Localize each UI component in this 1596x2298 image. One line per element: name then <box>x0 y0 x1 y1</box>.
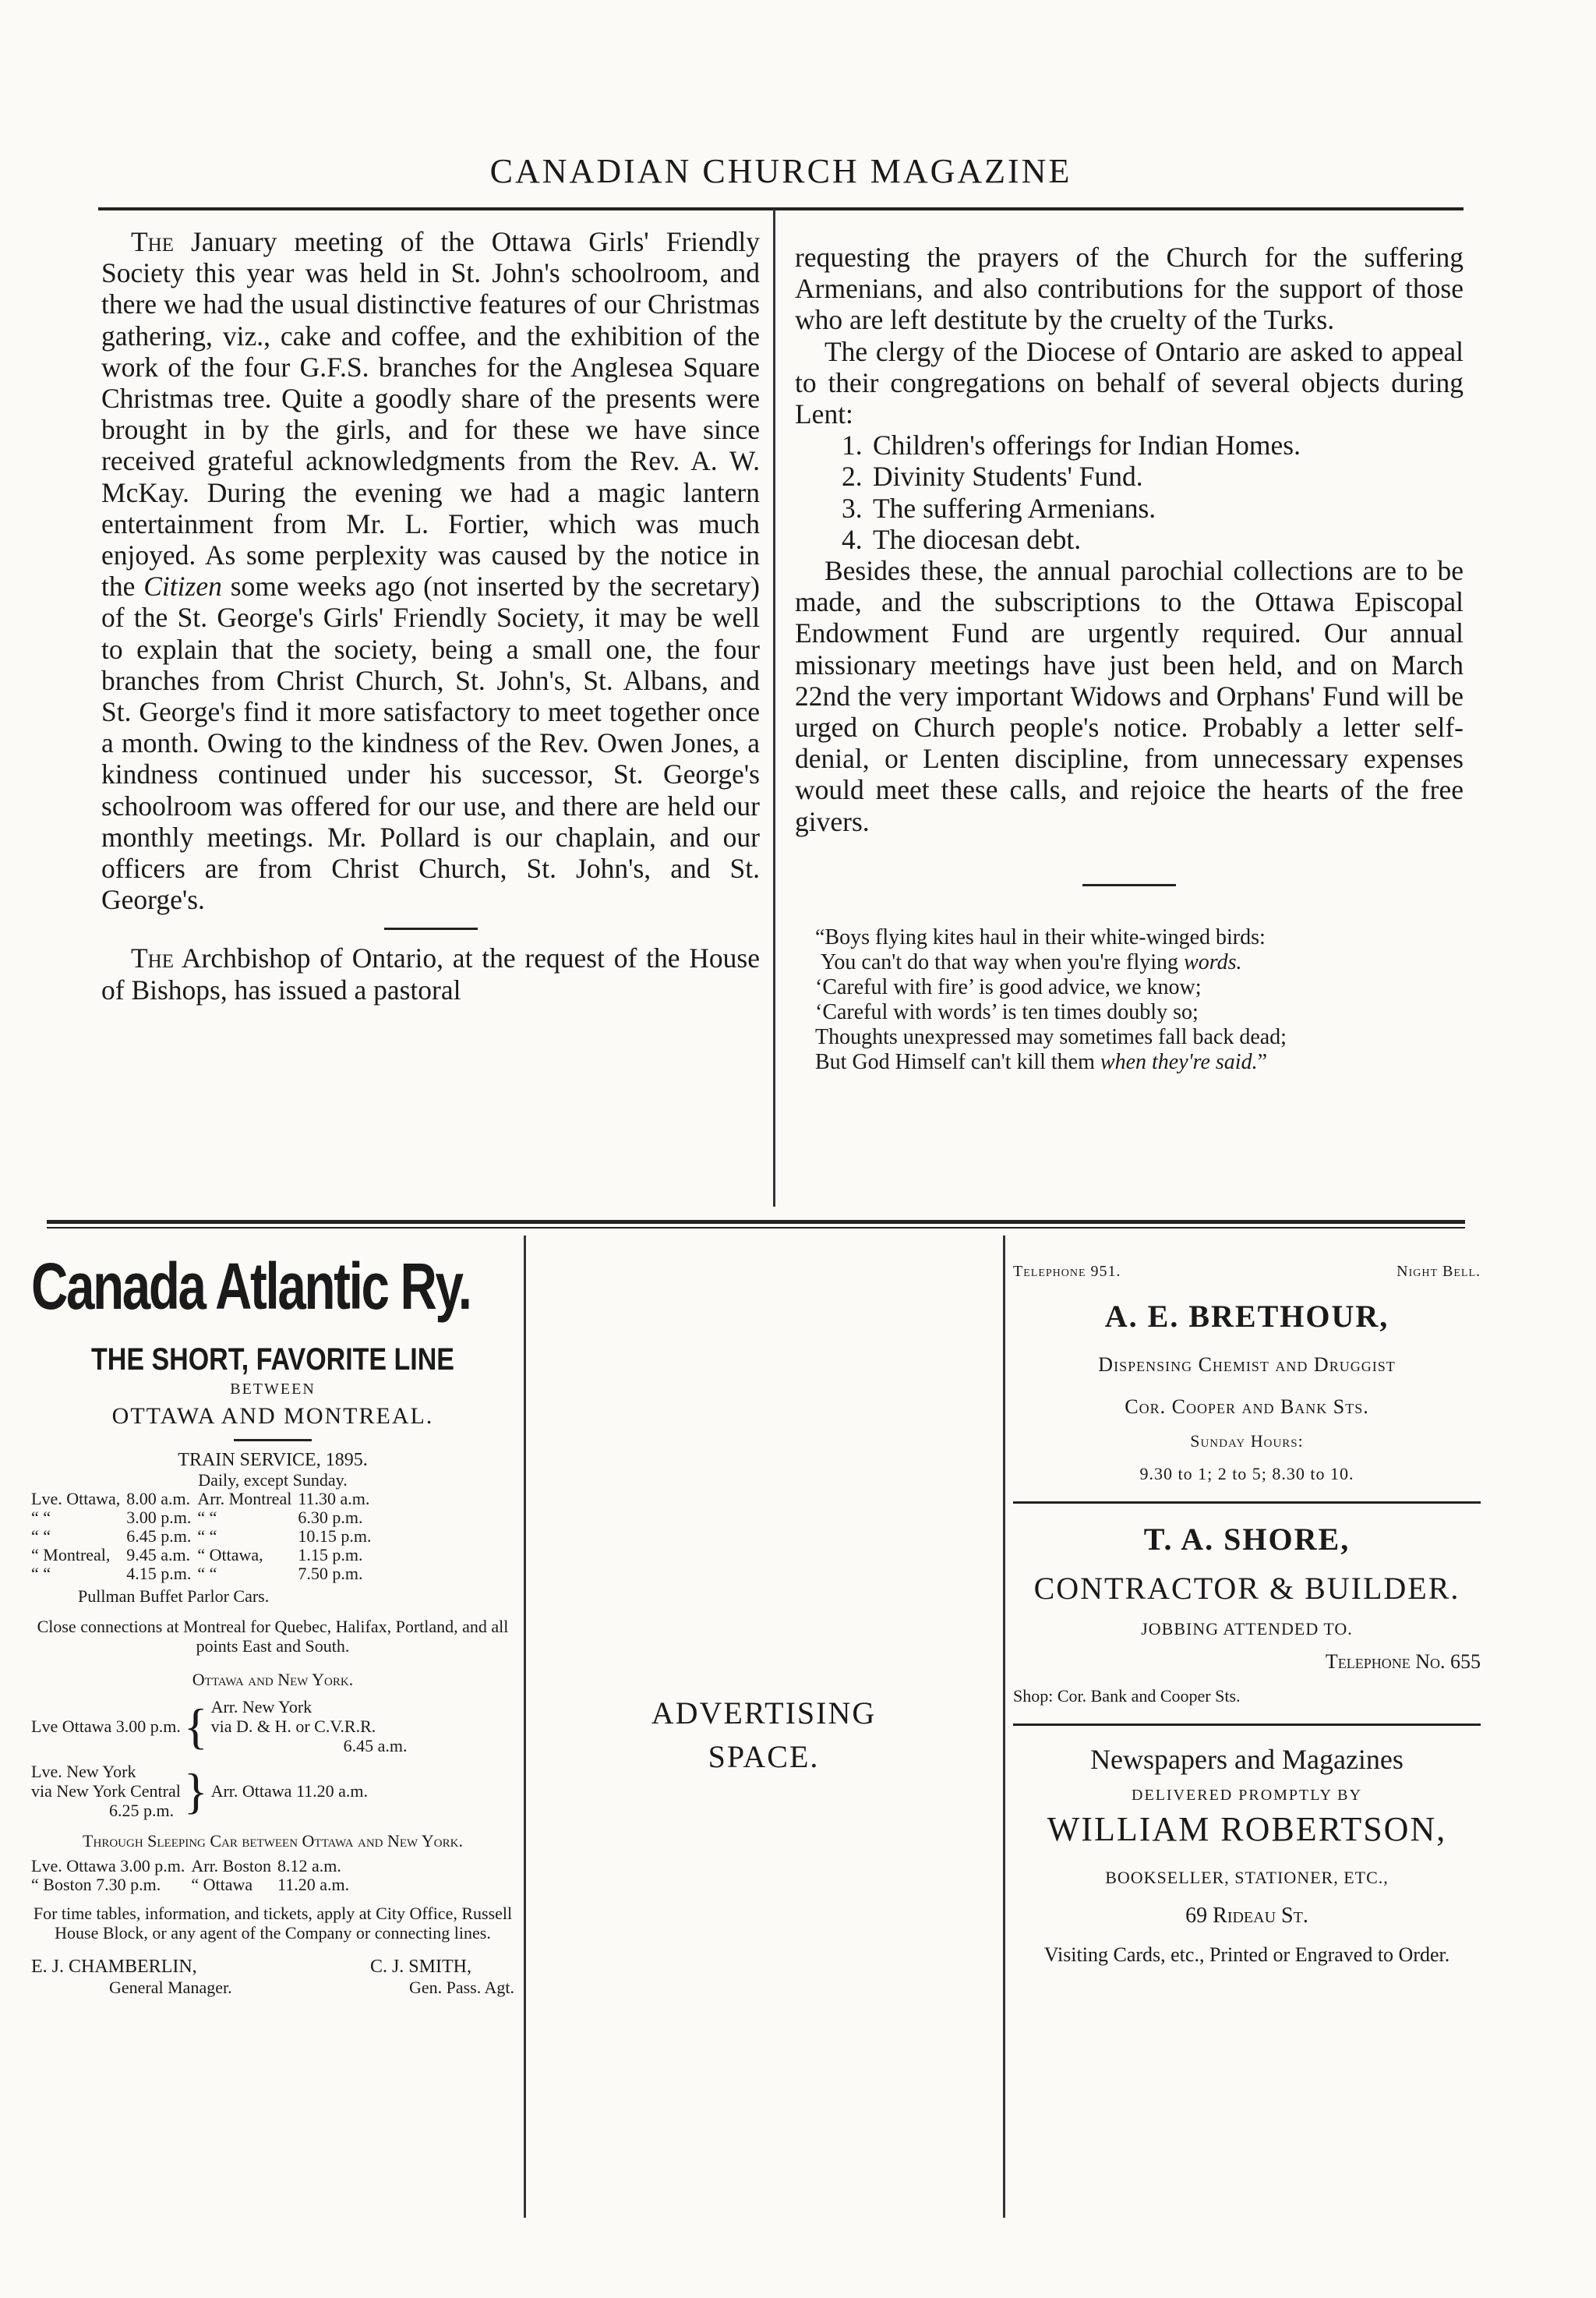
ad-space-line: SPACE. <box>708 1739 820 1774</box>
archbishop-text: Archbishop of Ontario, at the request of the House of Bishops, has issued a pastoral <box>101 942 760 1006</box>
article-column-right <box>795 242 1464 1075</box>
lead-word: The <box>131 942 175 974</box>
ny-route-2: Lve. New York via New York Central 6.25 p.m. } Arr. Ottawa 11.20 a.m. <box>31 1762 369 1820</box>
railway-ad <box>31 1247 514 1998</box>
ad-rule <box>1013 1501 1481 1504</box>
robertson-address: 69 Rideau St. <box>1185 1904 1308 1928</box>
list-item: 2. Divinity Students' Fund. <box>842 461 1143 493</box>
poem-line: “Boys flying kites haul in their white-winged birds: <box>815 925 1266 949</box>
ads-rule-thin <box>47 1227 1465 1229</box>
ad-space-line: ADVERTISING <box>651 1695 877 1731</box>
daily-label: Daily, except Sunday. <box>198 1470 348 1490</box>
list-item: 4. The diocesan debt. <box>842 523 1082 555</box>
list-item: 1. Children's offerings for Indian Homes. <box>842 430 1301 461</box>
section-rule <box>384 928 478 930</box>
shore-name: T. A. SHORE, <box>1143 1522 1351 1557</box>
armenians-paragraph: requesting the prayers of the Church for the suffering Armenians, and also contributions for the support of those who are left destitute by the cruelty of the Turks. <box>795 242 1464 336</box>
signature-chamberlin: E. J. CHAMBERLIN, General Manager. <box>31 1957 232 1997</box>
poem-line: Thoughts unexpressed may sometimes fall back dead; <box>815 1024 1287 1049</box>
hours-text: 9.30 to 1; 2 to 5; 8.30 to 10. <box>1139 1464 1354 1483</box>
poem-line: But God Himself can't kill them when they're said.” <box>815 1049 1268 1074</box>
boston-table <box>31 1857 355 1894</box>
service-heading: TRAIN SERVICE, 1895. <box>178 1450 368 1470</box>
robertson-ad <box>1013 1743 1481 1967</box>
page-title: CANADIAN CHURCH MAGAZINE <box>489 152 1072 190</box>
table-row: “ “ 3.00 p.m. “ “ 6.30 p.m. <box>31 1508 363 1527</box>
robertson-role: BOOKSELLER, STATIONER, ETC., <box>1105 1868 1389 1887</box>
table-row: “ “ 6.45 p.m. “ “ 10.15 p.m. <box>31 1526 372 1546</box>
robertson-name: WILLIAM ROBERTSON, <box>1047 1810 1447 1848</box>
between-label: BETWEEN <box>230 1381 316 1398</box>
table-row: “ Boston 7.30 p.m. “ Ottawa 11.20 a.m. <box>31 1875 350 1894</box>
ad-divider-right <box>1003 1236 1005 2218</box>
header-rule <box>98 207 1464 210</box>
ny-route-1: Lve Ottawa 3.00 p.m. { Arr. New York via D. & H. or C.V.R.R. 6.45 a.m. <box>31 1697 408 1755</box>
shore-ad <box>1013 1521 1481 1706</box>
column-divider <box>773 209 775 1207</box>
brethour-role: Dispensing Chemist and Druggist <box>1098 1353 1396 1376</box>
phone-label: Telephone 951. <box>1013 1263 1121 1280</box>
shore-role: CONTRACTOR & BUILDER. <box>1033 1571 1460 1606</box>
visiting-cards-text: Visiting Cards, etc., Printed or Engraved to Order. <box>1043 1943 1450 1966</box>
advertising-space <box>538 1692 990 1779</box>
gfs-paragraph <box>101 226 760 915</box>
section-rule <box>1082 884 1176 886</box>
table-row: “ Montreal, 9.45 a.m. “ Ottawa, 1.15 p.m. <box>31 1545 363 1564</box>
railway-subtitle: THE SHORT, FAVORITE LINE <box>91 1342 454 1377</box>
poem-line: ‘Careful with words’ is ten times doubly so; <box>815 999 1199 1024</box>
right-ads <box>1013 1263 1481 1967</box>
poem-line: ‘Careful with fire’ is good advice, we know; <box>815 974 1202 999</box>
schedule-table <box>31 1490 377 1583</box>
night-bell-label: Night Bell. <box>1396 1263 1481 1280</box>
brethour-ad <box>1013 1263 1481 1484</box>
collections-paragraph: Besides these, the annual parochial collections are to be made, and the subscriptions to the Ottawa Episcopal Endowment Fund are urgently required. Our annual missionary meetings have just been held, and on March 22nd the very important Widows and Orphans' Fund will be urged on Church people's notice. Probably a letter self-denial, or Lenten discipline, from unnecessary expenses would meet these calls, and rejoice the hearts of the free givers. <box>795 555 1464 837</box>
brethour-address: Cor. Cooper and Bank Sts. <box>1125 1395 1369 1418</box>
table-row: Lve. Ottawa, 8.00 a.m. Arr. Montreal 11.30 a.m. <box>31 1489 370 1508</box>
brethour-name: A. E. BRETHOUR, <box>1104 1299 1389 1334</box>
lent-objects-list <box>795 430 1464 555</box>
ad-rule <box>1013 1724 1481 1726</box>
sleeping-car-label: Through Sleeping Car between Ottawa and New York. <box>83 1831 463 1851</box>
clergy-paragraph: The clergy of the Diocese of Ontario are asked to appeal to their congregations on behalf of several objects during Lent: <box>795 335 1464 430</box>
gfs-tail: some weeks ago (not inserted by the secretary) of the St. George's Girls' Friendly Society, it may be well to explain that the society, being a small one, the four branches from Christ Church, St. John's, St. Albans, and St. George's find it more satisfactory to meet together once a month. Owing to the kindness of the Rev. Owen Jones, a kindness continued under his successor, St. George's schoolroom was offered for our use, and there are held our monthly meetings. Mr. Pollard is our chaplain, and our officers are from Christ Church, St. John's, and St. George's. <box>101 571 760 916</box>
ad-rule <box>234 1439 312 1441</box>
gfs-text: January meeting of the Ottawa Girls' Friendly Society this year was held in St. John's schoolroom, and there we had the usual distinctive features of our Christmas gathering, viz., cake and coffee, and the exhibition of the work of the four G.F.S. branches for the Anglesea Square Christmas tree. Quite a goodly share of the presents were brought in by the girls, and for these we have since received grateful acknowledgments from the Rev. A. W. McKay. During the evening we had a magic lantern entertainment from Mr. L. Fortier, which was much enjoyed. As some perplexity was caused by the notice in the <box>101 226 760 603</box>
citizen-text: Citizen <box>143 571 222 603</box>
list-item: 3. The suffering Armenians. <box>842 492 1156 524</box>
delivered-label: DELIVERED PROMPTLY BY <box>1132 1787 1362 1804</box>
railway-title: Canada Atlantic Ry. <box>31 1250 471 1323</box>
jobbing-label: JOBBING ATTENDED TO. <box>1141 1619 1353 1639</box>
ny-heading: Ottawa and New York. <box>192 1670 354 1689</box>
ads-rule <box>47 1220 1465 1224</box>
shore-phone: Telephone No. 655 <box>1325 1650 1481 1673</box>
shore-shop: Shop: Cor. Bank and Cooper Sts. <box>1013 1686 1241 1706</box>
ad-divider-left <box>524 1236 526 2218</box>
table-row: “ “ 4.15 p.m. “ “ 7.50 p.m. <box>31 1564 363 1583</box>
newspapers-heading: Newspapers and Magazines <box>1090 1744 1404 1775</box>
railway-body <box>31 1451 514 1943</box>
signature-smith: C. J. SMITH, Gen. Pass. Agt. <box>369 1957 514 1997</box>
hours-heading: Sunday Hours: <box>1190 1431 1304 1451</box>
connections-text: Close connections at Montreal for Quebec, Halifax, Portland, and all points East and South. <box>37 1617 509 1656</box>
table-row: Lve. Ottawa 3.00 p.m. Arr. Boston 8.12 a.m. <box>31 1856 341 1876</box>
route-label: OTTAWA AND MONTREAL. <box>111 1403 434 1429</box>
archbishop-paragraph <box>101 942 760 1005</box>
railway-signatures <box>31 1957 514 1998</box>
info-text: For time tables, information, and tickets, apply at City Office, Russell House Block, or any agent of the Company or connecting lines. <box>33 1904 513 1943</box>
pullman-label: Pullman Buffet Parlor Cars. <box>78 1586 270 1606</box>
poem <box>795 925 1464 1075</box>
poem-line: You can't do that way when you're flying words. <box>821 949 1242 974</box>
lead-word: The <box>131 226 175 257</box>
article-column-left <box>101 226 760 1006</box>
